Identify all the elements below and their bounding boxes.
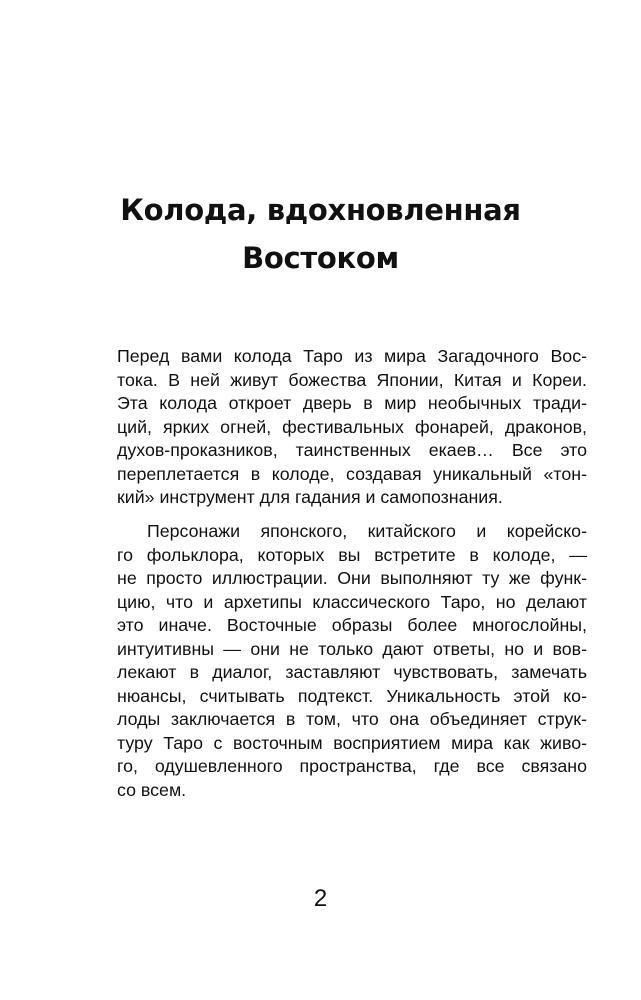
text-line: го фольклора, которых вы встретите в колоде, —: [117, 544, 587, 565]
text-line: интуитивны — они не только дают ответы, но и вов-: [117, 638, 587, 659]
text-line: Персонажи японского, китайского и корейско-: [147, 521, 587, 541]
text-line: нюансы, считывать подтекст. Уникальность этой ко-: [117, 685, 587, 706]
text-line: кий» инструмент для гадания и самопознания.: [117, 487, 503, 507]
text-line: духов-проказников, таинственных екаев… Все это: [117, 440, 587, 460]
text-line: тока. В ней живут божества Японии, Китая и Кореи.: [117, 369, 587, 390]
paragraph-folklore: [117, 520, 587, 802]
text-line: туру Таро с восточным восприятием мира как живо-: [117, 732, 587, 753]
chapter-title-line-2: Востоком: [242, 241, 399, 275]
text-line: Эта колода откроет дверь в мир необычных тради-: [117, 393, 587, 413]
text-line: го, одушевленного пространства, где все связано: [117, 756, 587, 776]
text-line: со всем.: [117, 779, 187, 800]
text-line: это иначе. Восточные образы более многослойны,: [117, 615, 587, 635]
paragraph-intro: [117, 345, 587, 510]
text-line: переплетается в колоде, создавая уникальный «тон-: [117, 463, 587, 484]
text-line: не просто иллюстрации. Они выполняют ту же функ-: [117, 568, 587, 588]
text-line: цию, что и архетипы классического Таро, но делают: [117, 591, 587, 612]
chapter-title-line-1: Колода, вдохновленная: [120, 193, 521, 227]
text-line: лекают в диалог, заставляют чувствовать, замечать: [117, 662, 587, 682]
text-line: Перед вами колода Таро из мира Загадочного Вос-: [117, 346, 587, 366]
page-number: 2: [313, 885, 328, 912]
text-line: ций, ярких огней, фестивальных фонарей, драконов,: [117, 416, 587, 437]
text-line: лоды заключается в том, что она объединяет струк-: [117, 709, 587, 729]
